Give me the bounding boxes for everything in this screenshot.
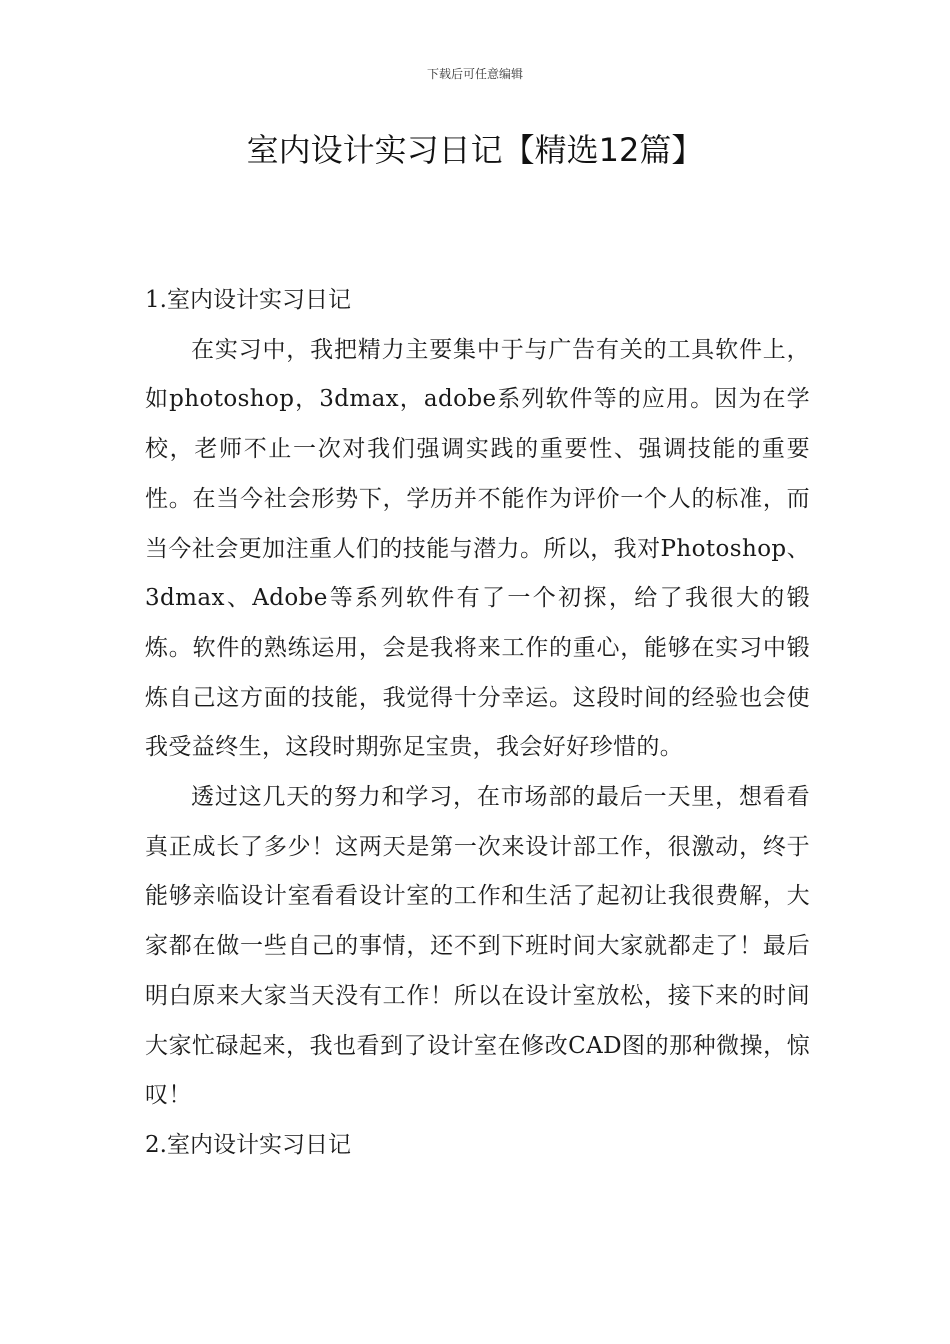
document-title: 室内设计实习日记【精选12篇】	[246, 131, 704, 169]
section-1-paragraph-2: 透过这几天的努力和学习，在市场部的最后一天里，想看看真正成长了多少！这两天是第一次来设计部工作，很激动，终于能够亲临设计室看看设计室的工作和生活了起初让我很费解，大家都在做一些自己的事情，还不到下班时间大家就都走了！最后明白原来大家当天没有工作！所以在设计室放松，接下来的时间大家忙碌起来，我也看到了设计室在修改CAD图的那种微操，惊叹！	[145, 784, 810, 1109]
section-heading-2: 2.室内设计实习日记	[145, 1131, 351, 1158]
section-1-paragraph-1: 在实习中，我把精力主要集中于与广告有关的工具软件上，如photoshop，3dmax，adobe系列软件等的应用。因为在学校，老师不止一次对我们强调实践的重要性、强调技能的重要性。在当今社会形势下，学历并不能作为评价一个人的标准，而当今社会更加注重人们的技能与潜力。所以，我对Photoshop、3dmax、Adobe等系列软件有了一个初探，给了我很大的锻炼。软件的熟练运用，会是我将来工作的重心，能够在实习中锻炼自己这方面的技能，我觉得十分幸运。这段时间的经验也会使我受益终生，这段时期弥足宝贵，我会好好珍惜的。	[145, 336, 810, 761]
header-note: 下载后可任意编辑	[426, 67, 523, 81]
document-body	[145, 276, 810, 1171]
section-heading-1: 1.室内设计实习日记	[145, 287, 351, 313]
